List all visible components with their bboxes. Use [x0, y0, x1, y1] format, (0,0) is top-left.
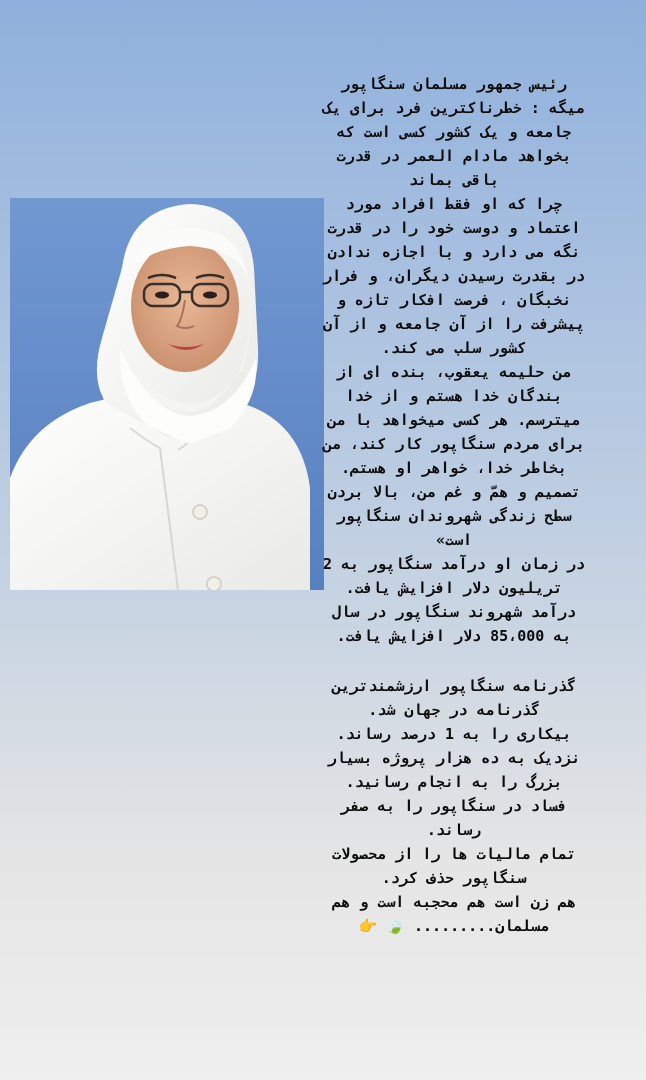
paragraph-corruption: فساد در سنگاپور را به صفر رساند. — [341, 797, 567, 839]
paragraph-halimah-statement: من حلیمه یعقوب، بنده ای از بندگان خدا هستم و از خدا میترسم. هر کسی میخواهد با من برای مردم سنگاپور کار کند، من بخاطر خدا، خواهر او هستم. تصمیم و همّ و غم من، بالا بردن سطح زندگی شهروندان سنگاپور است» — [323, 363, 585, 549]
paragraph-income-growth: در زمان او درآمد سنگاپور به 2 تریلیون دلار افزایش یافت. درآمد شهروند سنگاپور در سال به 85،000 دلار افزایش یافت. — [323, 555, 585, 645]
pointing-hand-icon: 👉 — [358, 917, 378, 935]
paragraph-projects: نزدیک به ده هزار پروژه بسیار بزرگ را به انجام رسانید. — [327, 749, 581, 791]
paragraph-unemployment: بیکاری را به 1 درصد رساند. — [336, 725, 572, 743]
leaf-icon: 🍃 — [386, 917, 405, 935]
article-text-top — [320, 72, 588, 648]
closing-text: هم زن است هم محجبه است و هم مسلمان......... — [332, 893, 576, 935]
paragraph-quote-reason: چرا که او فقط افراد مورد اعتماد و دوست خود را در قدرت نگه می دارد و با اجازه ندادن در بقدرت رسیدن دیگران، و فرار نخبگان ، فرصت افکار تازه و پیشرفت را از آن جامعه و از آن کشور سلب می کند. — [323, 195, 585, 357]
paragraph-closing — [320, 890, 588, 938]
paragraph-passport: گذرنامه سنگاپور ارزشمندترین گذرنامه در جهان شد. — [332, 677, 576, 719]
paragraph-quote-intro: رئیس جمهور مسلمان سنگاپور میگه : خطرناکترین فرد برای یک جامعه و یک کشور کسی است که بخواهد مادام العمر در قدرت باقی بماند — [323, 75, 585, 189]
article-text-bottom — [320, 674, 588, 938]
portrait-photo — [10, 198, 324, 590]
paragraph-taxes: تمام مالیات ها را از محصولات سنگاپور حذف کرد. — [332, 845, 576, 887]
